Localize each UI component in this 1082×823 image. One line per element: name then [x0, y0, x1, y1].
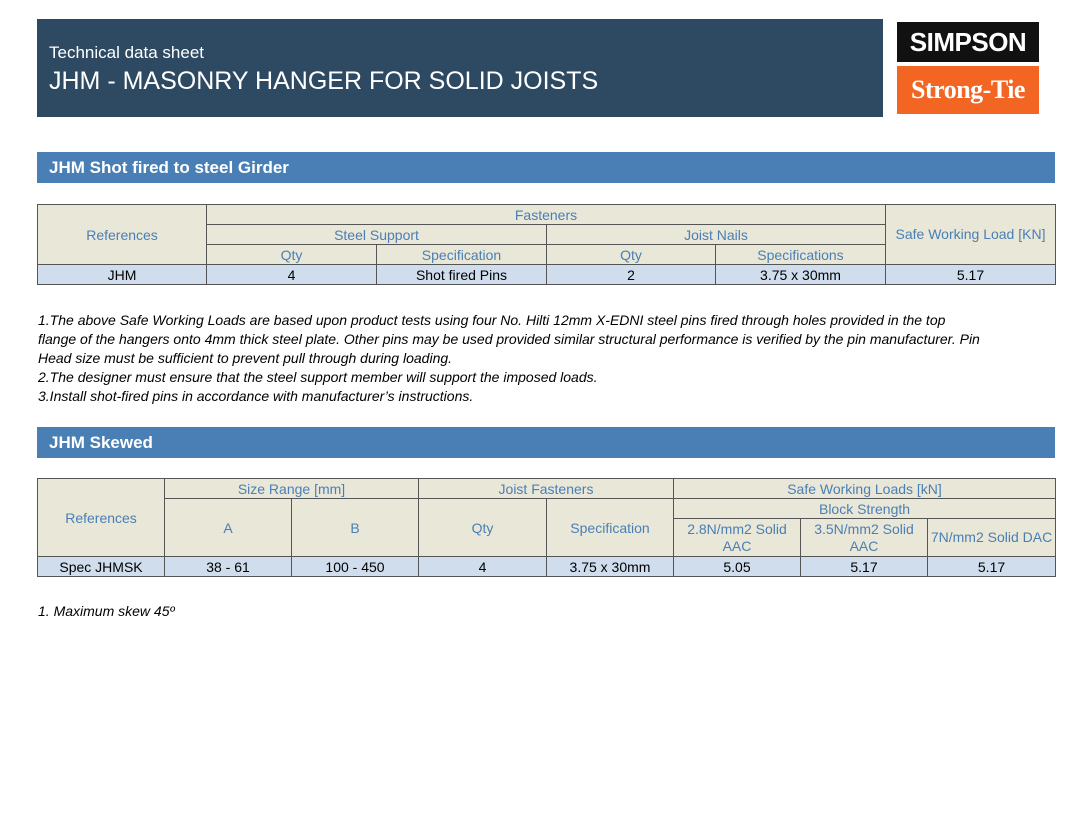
- cell-qty-nails: 2: [547, 265, 716, 285]
- note-line: Head size must be sufficient to prevent pull through during loading.: [38, 350, 453, 366]
- skewed-table: [37, 478, 1056, 577]
- cell-qty-steel: 4: [207, 265, 377, 285]
- section-title-shot-fired: JHM Shot fired to steel Girder: [37, 152, 1055, 183]
- col-safe-working-loads: Safe Working Loads [kN]: [674, 479, 1056, 499]
- shot-fired-table: [37, 204, 1056, 285]
- table-row: [38, 557, 1056, 577]
- shot-fired-notes: [38, 311, 980, 406]
- note-line: 1.The above Safe Working Loads are based upon product tests using four No. Hilti 12mm X-EDNI steel pins fired through holes provided in the top: [38, 312, 946, 328]
- col-b: B: [292, 499, 419, 557]
- note-line: 3.Install shot-fired pins in accordance with manufacturer’s instructions.: [38, 388, 474, 404]
- logo-strong-tie-text: Strong-Tie: [897, 66, 1039, 114]
- col-a: A: [165, 499, 292, 557]
- cell-spec-steel: Shot fired Pins: [377, 265, 547, 285]
- cell-spec-nails: 3.75 x 30mm: [716, 265, 886, 285]
- col-steel-support: Steel Support: [207, 225, 547, 245]
- note-line: 1. Maximum skew 45º: [38, 603, 175, 619]
- col-references: References: [38, 479, 165, 557]
- cell-qty: 4: [419, 557, 547, 577]
- section-title-skewed: JHM Skewed: [37, 427, 1055, 458]
- note-line: flange of the hangers onto 4mm thick steel plate. Other pins may be used provided similar structural performance is verified by the pin manufacturer. Pin: [38, 331, 980, 347]
- cell-ref: Spec JHMSK: [38, 557, 165, 577]
- col-block-strength: Block Strength: [674, 499, 1056, 519]
- cell-spec: 3.75 x 30mm: [547, 557, 674, 577]
- col-block-7: 7N/mm2 Solid DAC: [928, 519, 1056, 557]
- col-references: References: [38, 205, 207, 265]
- skewed-notes: [38, 602, 175, 621]
- cell-swl: 5.17: [886, 265, 1056, 285]
- document-header: [37, 19, 883, 117]
- col-fasteners: Fasteners: [207, 205, 886, 225]
- col-block-2-8: 2.8N/mm2 Solid AAC: [674, 519, 801, 557]
- cell-ref: JHM: [38, 265, 207, 285]
- cell-b: 100 - 450: [292, 557, 419, 577]
- col-joist-nails: Joist Nails: [547, 225, 886, 245]
- col-block-3-5: 3.5N/mm2 Solid AAC: [801, 519, 928, 557]
- col-specifications-nails: Specifications: [716, 245, 886, 265]
- simpson-strong-tie-logo: [897, 22, 1039, 114]
- col-safe-working-load: Safe Working Load [KN]: [886, 205, 1056, 265]
- cell-load-3-5: 5.17: [801, 557, 928, 577]
- col-qty: Qty: [419, 499, 547, 557]
- col-size-range: Size Range [mm]: [165, 479, 419, 499]
- cell-a: 38 - 61: [165, 557, 292, 577]
- col-joist-fasteners: Joist Fasteners: [419, 479, 674, 499]
- header-subtitle: Technical data sheet: [49, 43, 204, 62]
- col-qty-nails: Qty: [547, 245, 716, 265]
- note-line: 2.The designer must ensure that the steel support member will support the imposed loads.: [38, 369, 598, 385]
- logo-simpson-text: SIMPSON: [897, 22, 1039, 62]
- col-qty-steel: Qty: [207, 245, 377, 265]
- col-specification-steel: Specification: [377, 245, 547, 265]
- cell-load-2-8: 5.05: [674, 557, 801, 577]
- page-title: JHM - MASONRY HANGER FOR SOLID JOISTS: [49, 67, 599, 95]
- cell-load-7: 5.17: [928, 557, 1056, 577]
- col-specification: Specification: [547, 499, 674, 557]
- table-row: [38, 265, 1056, 285]
